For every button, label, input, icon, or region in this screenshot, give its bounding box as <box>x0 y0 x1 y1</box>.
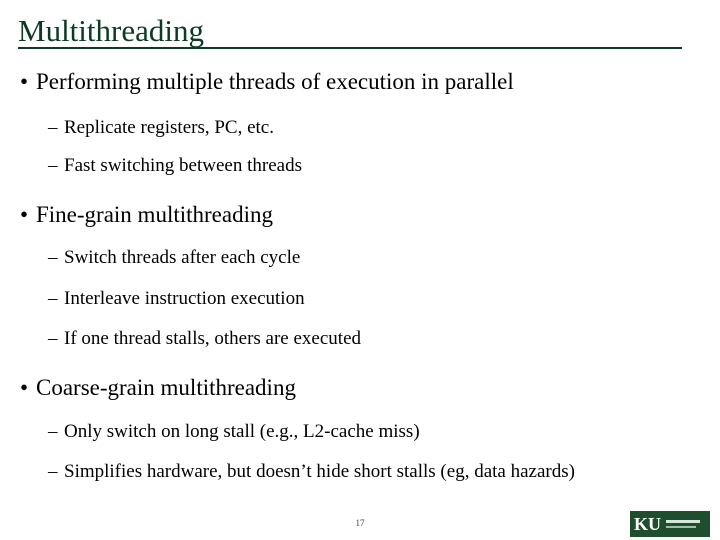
sub-bullet-dash: – <box>48 461 58 482</box>
sub-bullet-text: Replicate registers, PC, etc. <box>64 117 274 138</box>
sub-bullet-item <box>48 287 305 311</box>
bullet-dot: • <box>20 202 29 227</box>
sub-bullet-item <box>48 154 302 178</box>
sub-bullet-text: Interleave instruction execution <box>64 288 305 309</box>
bullet-item <box>20 201 273 229</box>
sub-bullet-item <box>48 327 361 351</box>
bullet-dot: • <box>20 69 29 94</box>
bullet-dot: • <box>20 375 29 400</box>
university-logo <box>630 511 710 537</box>
title-underline <box>18 47 682 49</box>
sub-bullet-item <box>48 116 274 140</box>
logo-wordmark-icon <box>666 520 700 528</box>
sub-bullet-text: Switch threads after each cycle <box>64 247 301 268</box>
sub-bullet-dash: – <box>48 288 58 309</box>
sub-bullet-item <box>48 246 300 270</box>
sub-bullet-dash: – <box>48 328 58 349</box>
sub-bullet-item <box>48 420 420 444</box>
sub-bullet-dash: – <box>48 155 58 176</box>
sub-bullet-dash: – <box>48 421 58 442</box>
sub-bullet-text: If one thread stalls, others are executed <box>64 328 362 349</box>
sub-bullet-dash: – <box>48 117 58 138</box>
sub-bullet-text: Fast switching between threads <box>64 155 302 176</box>
sub-bullet-dash: – <box>48 247 58 268</box>
bullet-text: Performing multiple threads of execution in parallel <box>36 69 514 94</box>
page-number: 17 <box>355 518 365 528</box>
sub-bullet-text: Only switch on long stall (e.g., L2-cache miss) <box>64 421 420 442</box>
sub-bullet-item <box>48 460 575 484</box>
bullet-item <box>20 374 296 402</box>
slide-title: Multithreading <box>18 13 204 48</box>
sub-bullet-text: Simplifies hardware, but doesn’t hide short stalls (eg, data hazards) <box>64 461 575 482</box>
bullet-text: Coarse-grain multithreading <box>36 375 296 400</box>
bullet-text: Fine-grain multithreading <box>36 202 273 227</box>
bullet-item <box>20 68 514 96</box>
logo-text: KU <box>634 513 661 534</box>
